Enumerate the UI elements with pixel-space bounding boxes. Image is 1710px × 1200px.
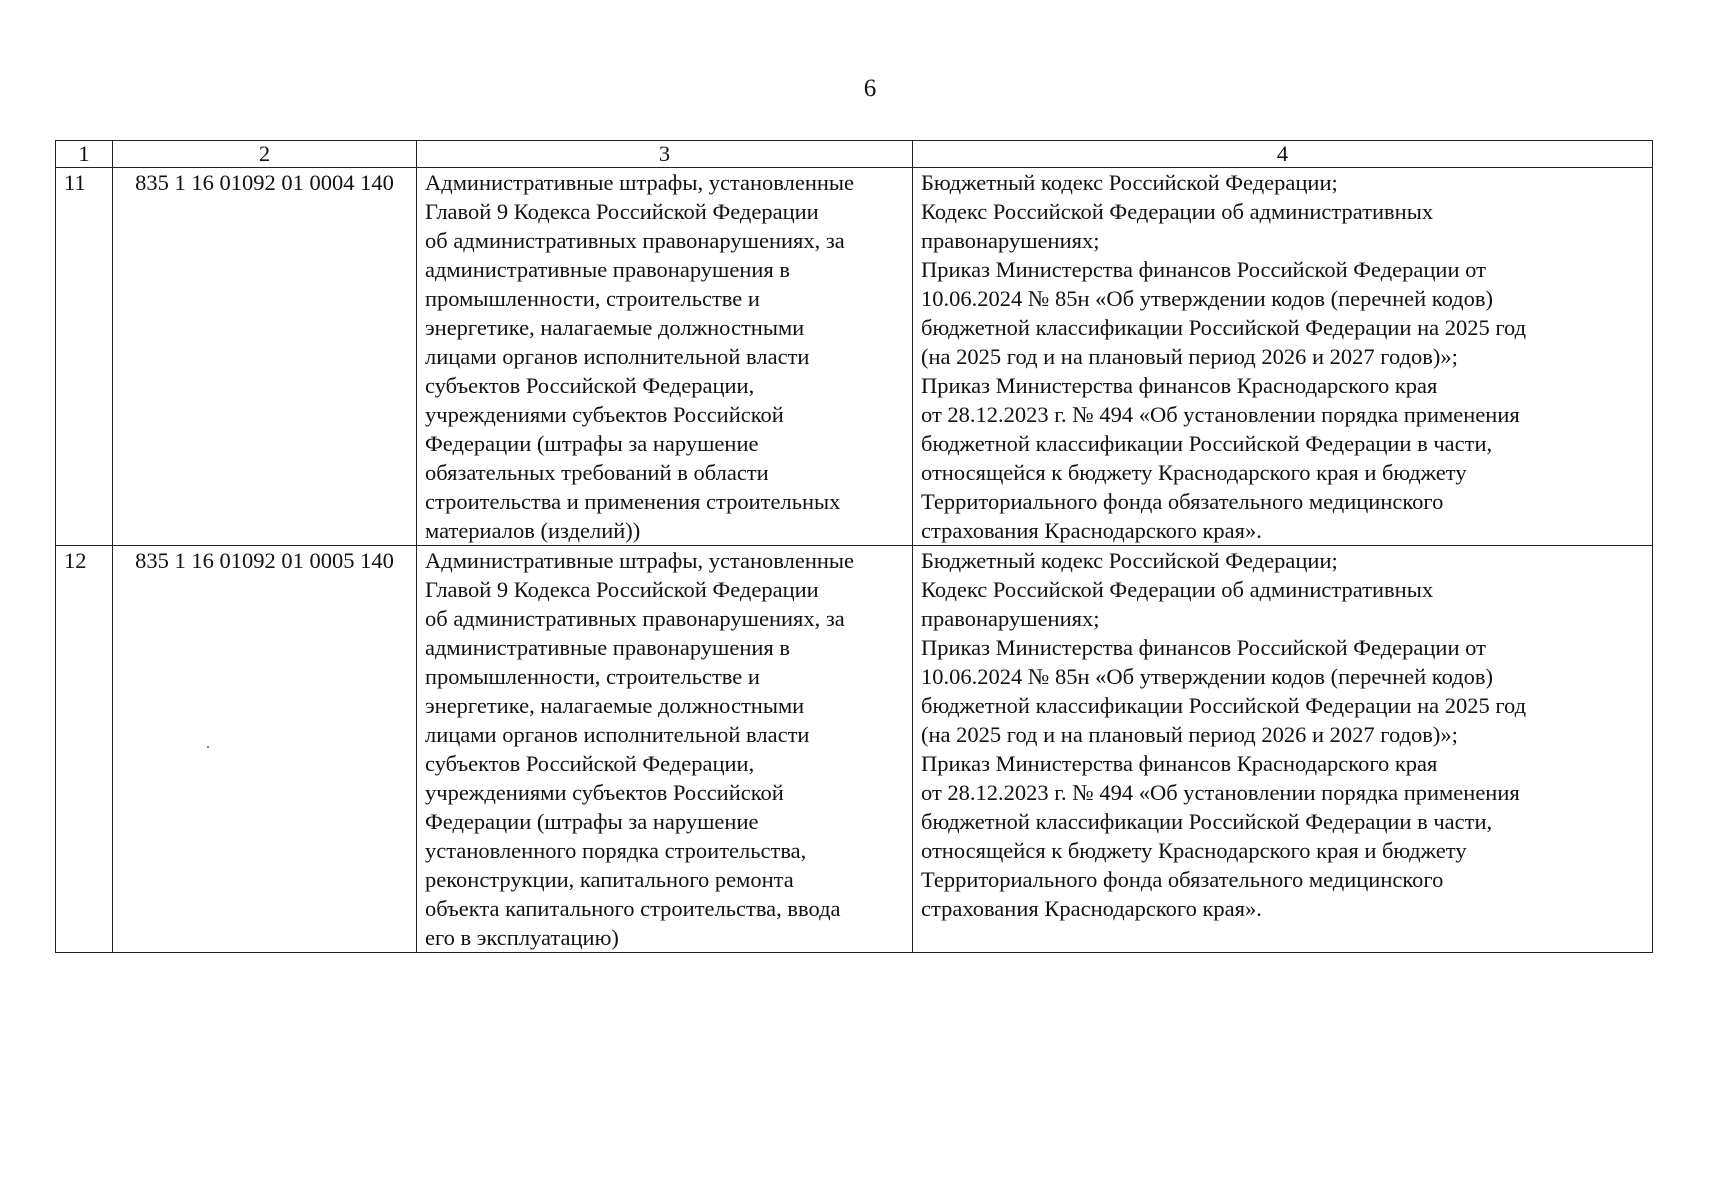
cell-text-line: бюджетной классификации Российской Федерации на 2025 год — [921, 693, 1527, 718]
column-header-3: 3 — [417, 141, 913, 168]
cell-text-line: объекта капитального строительства, ввода — [425, 896, 841, 921]
column-header-1: 1 — [56, 141, 113, 168]
cell-text-line: административные правонарушения в — [425, 635, 791, 660]
cell-text-line: 10.06.2024 № 85н «Об утверждении кодов (перечней кодов) — [921, 286, 1493, 311]
cell-text-line: Главой 9 Кодекса Российской Федерации — [425, 199, 819, 224]
cell-text-line: Главой 9 Кодекса Российской Федерации — [425, 577, 819, 602]
row-number: 12 — [56, 546, 113, 953]
cell-text-line: энергетике, налагаемые должностными — [425, 693, 805, 718]
page-number: 6 — [863, 75, 877, 102]
cell-text-line: 10.06.2024 № 85н «Об утверждении кодов (перечней кодов) — [921, 664, 1493, 689]
cell-text-line: (на 2025 год и на плановый период 2026 и 2027 годов)»; — [921, 722, 1458, 747]
budget-code: 835 1 16 01092 01 0005 140 — [113, 546, 417, 953]
budget-code: 835 1 16 01092 01 0004 140 — [113, 168, 417, 546]
row-number: 11 — [56, 168, 113, 546]
cell-text-line: об административных правонарушениях, за — [425, 606, 845, 631]
cell-text-line: Федерации (штрафы за нарушение — [425, 431, 759, 456]
cell-text-line: (на 2025 год и на плановый период 2026 и 2027 годов)»; — [921, 344, 1458, 369]
cell-text-line: лицами органов исполнительной власти — [425, 344, 810, 369]
cell-text-line: учреждениями субъектов Российской — [425, 780, 784, 805]
table-header-row — [56, 141, 1653, 168]
table-body — [56, 168, 1653, 953]
cell-text-line: об административных правонарушениях, за — [425, 228, 845, 253]
cell-text-line: от 28.12.2023 г. № 494 «Об установлении порядка применения — [921, 402, 1520, 427]
cell-text-line: бюджетной классификации Российской Федерации в части, — [921, 809, 1493, 834]
cell-text-line: Кодекс Российской Федерации об административных — [921, 577, 1434, 602]
table-row — [56, 168, 1653, 546]
cell-text-line: учреждениями субъектов Российской — [425, 402, 784, 427]
income-name-cell — [417, 168, 913, 546]
cell-text-line: его в эксплуатацию) — [425, 925, 619, 950]
column-header-2: 2 — [113, 141, 417, 168]
cell-text-line: строительства и применения строительных — [425, 489, 841, 514]
cell-text-line: Федерации (штрафы за нарушение — [425, 809, 759, 834]
cell-text-line: относящейся к бюджету Краснодарского края и бюджету — [921, 838, 1467, 863]
cell-text-line: Бюджетный кодекс Российской Федерации; — [921, 548, 1338, 573]
cell-text-line: Приказ Министерства финансов Российской Федерации от — [921, 635, 1486, 660]
legal-basis-cell — [913, 168, 1653, 546]
cell-text-line: лицами органов исполнительной власти — [425, 722, 810, 747]
cell-text-line: относящейся к бюджету Краснодарского края и бюджету — [921, 460, 1467, 485]
cell-text-line: Приказ Министерства финансов Российской Федерации от — [921, 257, 1486, 282]
cell-text-line: страхования Краснодарского края». — [921, 896, 1262, 921]
budget-codes-table — [55, 140, 1653, 953]
cell-text-line: Территориального фонда обязательного медицинского — [921, 867, 1444, 892]
income-name-cell — [417, 546, 913, 953]
cell-text-line: субъектов Российской Федерации, — [425, 751, 755, 776]
cell-text-line: административные правонарушения в — [425, 257, 791, 282]
cell-text-line: Административные штрафы, установленные — [425, 170, 855, 195]
cell-text-line: промышленности, строительстве и — [425, 286, 760, 311]
cell-text-line: бюджетной классификации Российской Федерации в части, — [921, 431, 1493, 456]
cell-text-line: Кодекс Российской Федерации об административных — [921, 199, 1434, 224]
cell-text-line: правонарушениях; — [921, 606, 1100, 631]
cell-text-line: Административные штрафы, установленные — [425, 548, 855, 573]
cell-text-line: от 28.12.2023 г. № 494 «Об установлении порядка применения — [921, 780, 1520, 805]
cell-text-line: Приказ Министерства финансов Краснодарского края — [921, 751, 1438, 776]
cell-text-line: страхования Краснодарского края». — [921, 518, 1262, 543]
cell-text-line: промышленности, строительстве и — [425, 664, 760, 689]
cell-text-line: бюджетной классификации Российской Федерации на 2025 год — [921, 315, 1527, 340]
cell-text-line: Приказ Министерства финансов Краснодарского края — [921, 373, 1438, 398]
cell-text-line: установленного порядка строительства, — [425, 838, 807, 863]
cell-text-line: правонарушениях; — [921, 228, 1100, 253]
cell-text-line: Территориального фонда обязательного медицинского — [921, 489, 1444, 514]
cell-text-line: Бюджетный кодекс Российской Федерации; — [921, 170, 1338, 195]
cell-text-line: реконструкции, капитального ремонта — [425, 867, 794, 892]
cell-text-line: материалов (изделий)) — [425, 518, 641, 543]
cell-text-line: энергетике, налагаемые должностными — [425, 315, 805, 340]
cell-text-line: обязательных требований в области — [425, 460, 769, 485]
table-row — [56, 546, 1653, 953]
scan-speck — [207, 746, 209, 748]
column-header-4: 4 — [913, 141, 1653, 168]
cell-text-line: субъектов Российской Федерации, — [425, 373, 755, 398]
legal-basis-cell — [913, 546, 1653, 953]
